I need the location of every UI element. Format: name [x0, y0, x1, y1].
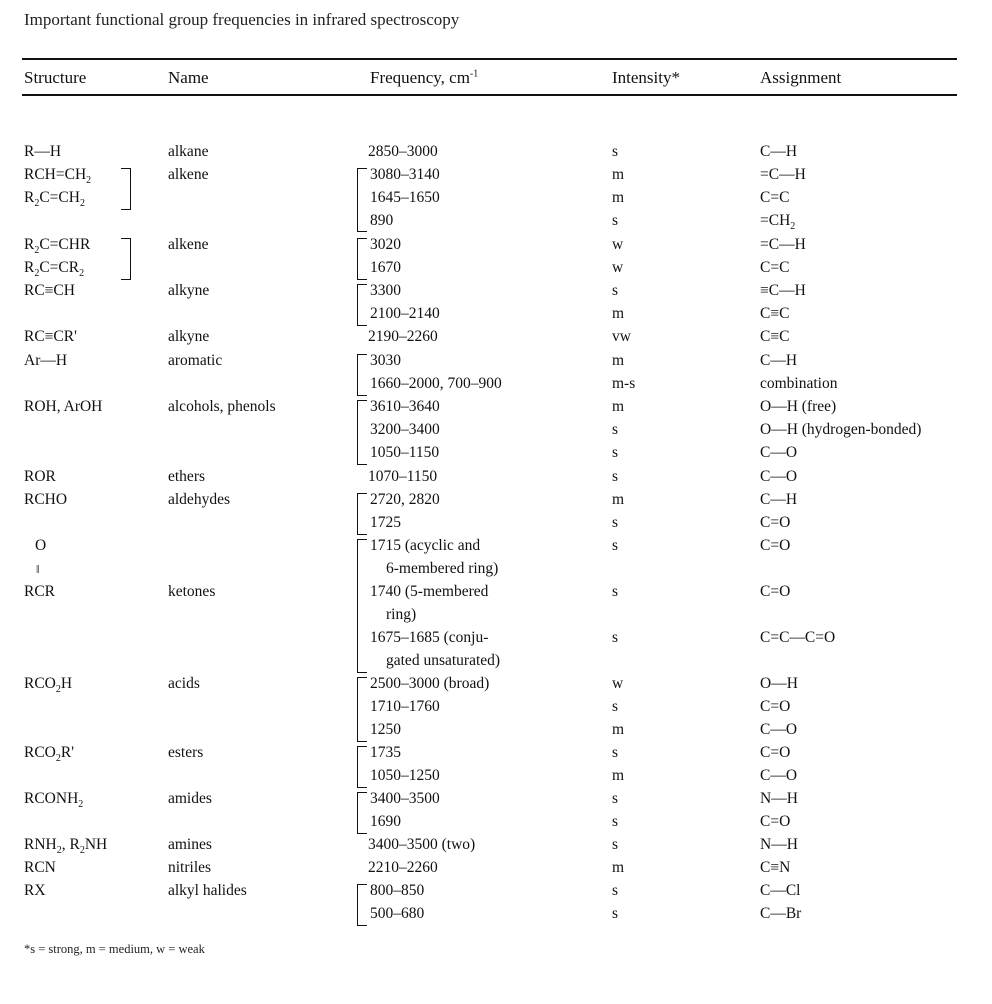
structure-bracket — [121, 168, 131, 210]
cell-assignment: C=O — [760, 698, 791, 715]
table-row — [0, 581, 992, 603]
cell-assignment: C=O — [760, 583, 791, 600]
cell-intensity: s — [612, 514, 619, 531]
top-rule — [22, 58, 957, 60]
cell-frequency: 800–850 — [370, 882, 425, 899]
cell-structure: RCN — [24, 859, 56, 876]
cell-intensity: s — [612, 629, 619, 646]
cell-structure: RCHO — [24, 491, 68, 508]
cell-frequency: 1250 — [370, 721, 401, 738]
cell-structure: R—H — [24, 143, 62, 160]
cell-intensity: m — [612, 352, 625, 369]
cell-frequency: 1690 — [370, 813, 401, 830]
cell-structure: $RNH_2$, $R_2NH$ — [24, 836, 108, 857]
cell-structure: ROR — [24, 468, 56, 485]
cell-frequency: 2500–3000 (broad) — [370, 675, 490, 692]
cell-assignment: C=O — [760, 514, 791, 531]
cell-name: alkyl halides — [168, 882, 247, 899]
cell-name: alkene — [168, 166, 209, 183]
cell-assignment: =C—H — [760, 236, 806, 253]
table-row — [0, 742, 992, 764]
table-row — [0, 210, 992, 232]
table-row — [0, 834, 992, 856]
cell-name: acids — [168, 675, 200, 692]
table-row — [0, 903, 992, 925]
cell-frequency: 3200–3400 — [370, 421, 440, 438]
group-bracket — [357, 884, 367, 926]
cell-assignment: C—Br — [760, 905, 802, 922]
table-row — [0, 280, 992, 302]
cell-intensity: m — [612, 305, 625, 322]
cell-structure: RC≡CH — [24, 282, 75, 299]
table-row — [0, 257, 992, 279]
cell-frequency: 2190–2260 — [368, 328, 438, 345]
cell-frequency: 1670 — [370, 259, 401, 276]
table-row — [0, 234, 992, 256]
cell-assignment: C=O — [760, 813, 791, 830]
cell-frequency: 500–680 — [370, 905, 425, 922]
cell-assignment: C—O — [760, 468, 798, 485]
cell-frequency: 2100–2140 — [370, 305, 440, 322]
cell-structure: O — [35, 537, 47, 554]
cell-intensity: s — [612, 836, 619, 853]
cell-intensity: w — [612, 675, 624, 692]
cell-assignment: C—H — [760, 352, 798, 369]
cell-assignment: C≡C — [760, 328, 790, 345]
cell-assignment: C=C—C=O — [760, 629, 836, 646]
cell-structure: $R_2C=CHR$ — [24, 236, 91, 257]
table-row — [0, 442, 992, 464]
table-row — [0, 650, 992, 672]
cell-structure: RX — [24, 882, 46, 899]
cell-structure: ROH, ArOH — [24, 398, 103, 415]
cell-frequency: 1725 — [370, 514, 401, 531]
cell-structure: $RCH=CH_2$ — [24, 166, 92, 187]
table-row — [0, 765, 992, 787]
cell-intensity: s — [612, 813, 619, 830]
cell-structure: RC≡CR' — [24, 328, 77, 345]
cell-frequency: 3300 — [370, 282, 401, 299]
cell-intensity: s — [612, 583, 619, 600]
cell-intensity: s — [612, 905, 619, 922]
table-row — [0, 326, 992, 348]
cell-frequency: 1660–2000, 700–900 — [370, 375, 502, 392]
group-bracket — [357, 168, 367, 232]
cell-frequency: 1740 (5-membered — [370, 583, 489, 600]
cell-intensity: m — [612, 166, 625, 183]
header-frequency: Frequency, $cm^{-1}$ — [370, 68, 479, 87]
group-bracket — [357, 400, 367, 465]
group-bracket — [357, 746, 367, 788]
cell-intensity: vw — [612, 328, 631, 345]
cell-name: alkyne — [168, 328, 210, 345]
cell-intensity: s — [612, 143, 619, 160]
cell-intensity: w — [612, 236, 624, 253]
cell-assignment: $=CH_2$ — [760, 212, 796, 233]
cell-assignment: C—O — [760, 721, 798, 738]
cell-assignment: C=C — [760, 259, 790, 276]
table-row — [0, 373, 992, 395]
cell-frequency: 1070–1150 — [368, 468, 438, 485]
cell-intensity: s — [612, 212, 619, 229]
table-row — [0, 719, 992, 741]
cell-assignment: O—H (free) — [760, 398, 837, 415]
cell-frequency: 2210–2260 — [368, 859, 438, 876]
structure-bracket — [121, 238, 131, 280]
header-assignment: Assignment — [760, 68, 842, 87]
cell-assignment: C—O — [760, 444, 798, 461]
cell-intensity: s — [612, 468, 619, 485]
table-row — [0, 604, 992, 626]
table-row — [0, 558, 992, 580]
cell-intensity: s — [612, 790, 619, 807]
cell-structure: $RCO_2R'$ — [24, 744, 75, 765]
cell-name: ethers — [168, 468, 206, 485]
cell-assignment: ≡C—H — [760, 282, 806, 299]
cell-name: alkyne — [168, 282, 210, 299]
cell-intensity: m — [612, 859, 625, 876]
cell-frequency: 1675–1685 (conju- — [370, 629, 489, 646]
cell-assignment: combination — [760, 375, 838, 392]
cell-assignment: C≡C — [760, 305, 790, 322]
cell-frequency: 1645–1650 — [370, 189, 440, 206]
group-bracket — [357, 677, 367, 742]
table-row — [0, 489, 992, 511]
cell-assignment: C=C — [760, 189, 790, 206]
cell-name: esters — [168, 744, 204, 761]
cell-assignment: C—H — [760, 143, 798, 160]
cell-assignment: N—H — [760, 790, 798, 807]
cell-intensity: m — [612, 189, 625, 206]
cell-structure: ‖ — [36, 562, 40, 576]
cell-frequency: 3400–3500 (two) — [368, 836, 476, 853]
table-row — [0, 164, 992, 186]
cell-intensity: s — [612, 444, 619, 461]
header-rule — [22, 94, 957, 96]
cell-intensity: m — [612, 398, 625, 415]
table-row — [0, 880, 992, 902]
table-row — [0, 350, 992, 372]
cell-frequency: 1050–1250 — [370, 767, 440, 784]
table-row — [0, 673, 992, 695]
cell-assignment: C—Cl — [760, 882, 801, 899]
cell-assignment: C=O — [760, 744, 791, 761]
cell-frequency: 1050–1150 — [370, 444, 440, 461]
table-row — [0, 466, 992, 488]
cell-name: alkene — [168, 236, 209, 253]
cell-structure: $RCONH_2$ — [24, 790, 84, 811]
cell-frequency: 1715 (acyclic and — [370, 537, 481, 554]
cell-name: amides — [168, 790, 212, 807]
cell-name: aldehydes — [168, 491, 230, 508]
cell-intensity: s — [612, 537, 619, 554]
cell-intensity: s — [612, 282, 619, 299]
header-name: Name — [168, 68, 209, 87]
table-row — [0, 811, 992, 833]
table-row — [0, 788, 992, 810]
table-row — [0, 303, 992, 325]
group-bracket — [357, 284, 367, 326]
table-row — [0, 187, 992, 209]
cell-intensity: m — [612, 721, 625, 738]
header-structure: Structure — [24, 68, 87, 87]
cell-structure: RCR — [24, 583, 56, 600]
cell-frequency: 3610–3640 — [370, 398, 440, 415]
cell-structure: $RCO_2H$ — [24, 675, 73, 696]
cell-name: ketones — [168, 583, 216, 600]
cell-intensity: s — [612, 698, 619, 715]
cell-assignment: C—H — [760, 491, 798, 508]
cell-assignment: =C—H — [760, 166, 806, 183]
cell-intensity: m-s — [612, 375, 636, 392]
table-row — [0, 696, 992, 718]
cell-assignment: N—H — [760, 836, 798, 853]
cell-structure: Ar—H — [24, 352, 68, 369]
cell-name: nitriles — [168, 859, 212, 876]
cell-intensity: s — [612, 744, 619, 761]
cell-frequency: 3080–3140 — [370, 166, 440, 183]
table-row — [0, 857, 992, 879]
group-bracket — [357, 238, 367, 280]
cell-frequency: 2850–3000 — [368, 143, 438, 160]
cell-structure: $R_2C=CH_2$ — [24, 189, 85, 210]
cell-frequency: ring) — [386, 606, 417, 623]
cell-frequency: 3400–3500 — [370, 790, 440, 807]
group-bracket — [357, 354, 367, 396]
cell-intensity: w — [612, 259, 624, 276]
cell-name: alkane — [168, 143, 209, 160]
cell-frequency: 1710–1760 — [370, 698, 440, 715]
table-row — [0, 627, 992, 649]
cell-frequency: gated unsaturated) — [386, 652, 501, 669]
cell-intensity: m — [612, 767, 625, 784]
table-caption: Important functional group frequencies in infrared spectroscopy — [24, 10, 460, 29]
cell-intensity: s — [612, 421, 619, 438]
table-row — [0, 419, 992, 441]
cell-name: aromatic — [168, 352, 223, 369]
group-bracket — [357, 493, 367, 535]
cell-assignment: O—H (hydrogen-bonded) — [760, 421, 922, 438]
cell-assignment: C≡N — [760, 859, 791, 876]
group-bracket — [357, 792, 367, 834]
cell-frequency: 1735 — [370, 744, 401, 761]
cell-intensity: m — [612, 491, 625, 508]
group-bracket — [357, 539, 367, 673]
table-row — [0, 396, 992, 418]
cell-intensity: s — [612, 882, 619, 899]
cell-frequency: 3020 — [370, 236, 401, 253]
cell-name: alcohols, phenols — [168, 398, 276, 415]
footnote: *s = strong, m = medium, w = weak — [24, 942, 205, 956]
cell-name: amines — [168, 836, 212, 853]
cell-frequency: 3030 — [370, 352, 401, 369]
table-row — [0, 141, 992, 163]
cell-frequency: 6-membered ring) — [386, 560, 499, 577]
table-row — [0, 535, 992, 557]
cell-assignment: O—H — [760, 675, 798, 692]
table-row — [0, 512, 992, 534]
cell-frequency: 2720, 2820 — [370, 491, 440, 508]
header-intensity: Intensity* — [612, 68, 680, 87]
cell-assignment: C=O — [760, 537, 791, 554]
cell-assignment: C—O — [760, 767, 798, 784]
cell-structure: $R_2C=CR_2$ — [24, 259, 85, 280]
cell-frequency: 890 — [370, 212, 394, 229]
